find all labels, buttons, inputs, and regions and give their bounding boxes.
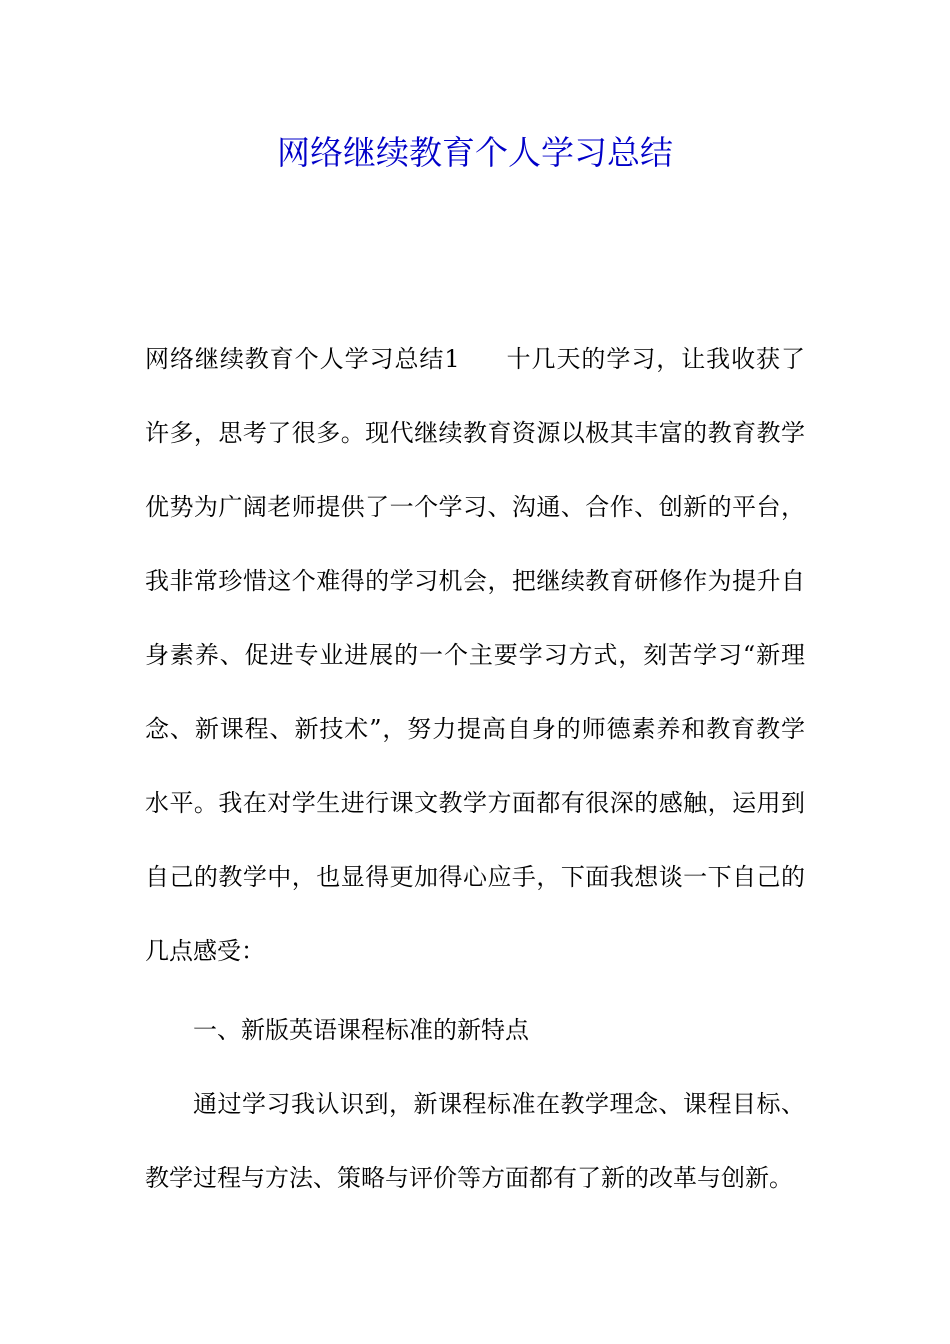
paragraph-line: 水平。我在对学生进行课文教学方面都有很深的感触，运用到 xyxy=(145,789,805,817)
paragraph-1 xyxy=(145,322,805,988)
paragraph-line: 教学过程与方法、策略与评价等方面都有了新的改革与创新。 xyxy=(145,1164,793,1192)
paragraph-line: 自己的教学中，也显得更加得心应手，下面我想谈一下自己的 xyxy=(145,863,805,891)
paragraph-line xyxy=(145,322,805,396)
paragraph-line-text: 十几天的学习，让我收获了 xyxy=(505,345,805,373)
paragraph-line: 几点感受： xyxy=(145,937,265,965)
paragraph-line: 许多，思考了很多。现代继续教育资源以极其丰富的教育教学 xyxy=(145,419,805,447)
section-heading: 一、新版英语课程标准的新特点 xyxy=(193,1016,529,1044)
paragraph-line: 我非常珍惜这个难得的学习机会，把继续教育研修作为提升自 xyxy=(145,567,805,595)
paragraph-line: 身素养、促进专业进展的一个主要学习方式，刻苦学习“新理 xyxy=(145,641,805,669)
paragraph-lead: 网络继续教育个人学习总结1 xyxy=(145,345,460,373)
paragraph-2 xyxy=(145,1067,805,1215)
paragraph-line: 优势为广阔老师提供了一个学习、沟通、合作、创新的平台， xyxy=(145,493,805,521)
paragraph-line: 念、新课程、新技术”，努力提高自身的师德素养和教育教学 xyxy=(145,715,805,743)
document-title: 网络继续教育个人学习总结 xyxy=(277,133,673,172)
paragraph-line: 通过学习我认识到，新课程标准在教学理念、课程目标、 xyxy=(193,1090,805,1118)
